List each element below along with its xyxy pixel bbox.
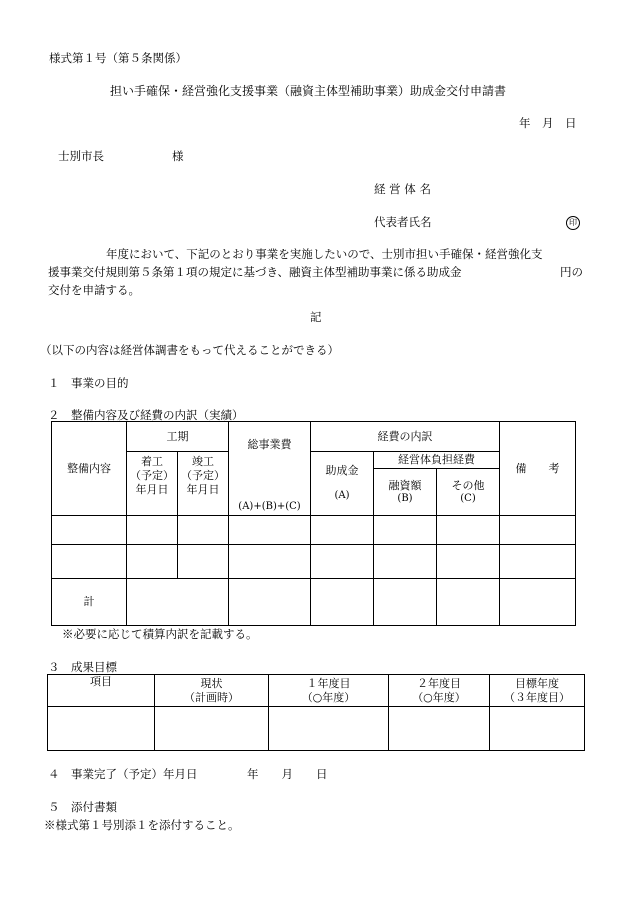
expense-table [51, 421, 576, 626]
header-end-3: 年月日 [186, 482, 220, 496]
representative-label: 代表者氏名 [374, 215, 432, 229]
goal-header-target-1: 目標年度 [515, 676, 559, 690]
body-line-3: 交付を申請する。 [48, 283, 140, 297]
body-line-2 [48, 263, 588, 281]
header-start-3: 年月日 [135, 482, 169, 496]
header-end-1: 竣工 [192, 455, 214, 468]
header-period: 工期 [127, 422, 229, 452]
attachment-note: ※様式第１号別添１を添付すること。 [44, 818, 240, 832]
goal-table [47, 674, 585, 751]
header-start [127, 452, 178, 516]
header-subsidy-label: 助成金 [325, 464, 359, 478]
application-body [48, 245, 588, 299]
addressee-honorific: 様 [172, 149, 184, 163]
goal-header-item: 項目 [48, 675, 155, 707]
section-2-heading: ２ 整備内容及び経費の内訳（実績） [48, 408, 244, 422]
section-3-heading: ３ 成果目標 [48, 660, 117, 674]
body-line-2-end: 円の [560, 265, 583, 279]
seal-icon: 印 [566, 216, 580, 230]
header-loan-label: 融資額 [388, 478, 422, 492]
header-other-label: その他 [451, 478, 485, 492]
header-other-code: (C) [460, 492, 476, 504]
header-subsidy-code: (A) [334, 490, 350, 502]
form-number: 様式第１号（第５条関係） [49, 51, 187, 65]
goal-header-year1-1: １年度目 [306, 676, 351, 690]
goal-header-year1-2: （○年度） [301, 690, 356, 704]
table-total-row [52, 579, 576, 626]
document-title: 担い手確保・経営強化支援事業（融資主体型補助事業）助成金交付申請書 [110, 84, 507, 98]
section-1-heading: １ 事業の目的 [48, 376, 129, 390]
goal-header-current-1: 現状 [200, 676, 223, 690]
goal-header-year2 [389, 675, 490, 707]
table1-note: ※必要に応じて積算内訳を記載する。 [62, 627, 258, 641]
header-start-1: 着工 [141, 455, 163, 468]
header-end [178, 452, 229, 516]
goal-header-current-2: （計画時） [184, 690, 239, 704]
header-loan [374, 469, 437, 516]
header-start-2: （予定） [130, 468, 174, 482]
header-breakdown: 経費の内訳 [311, 422, 500, 452]
section-5-heading: ５ 添付書類 [48, 800, 117, 814]
goal-header-year2-2: （○年度） [412, 690, 466, 704]
goal-header-target-2: （３年度目） [504, 690, 570, 704]
substitute-note: （以下の内容は経営体調書をもって代えることができる） [40, 343, 339, 357]
goal-header-year2-1: ２年度目 [417, 676, 461, 690]
goal-header-target [490, 675, 585, 707]
table-row [52, 545, 576, 579]
header-loan-code: (B) [397, 492, 413, 504]
header-subsidy [311, 452, 374, 516]
addressee: 士別市長 [58, 149, 104, 163]
header-other [437, 469, 500, 516]
header-burden: 経営体負担経費 [374, 452, 500, 469]
section-4-heading: ４ 事業完了（予定）年月日 [48, 767, 198, 781]
header-total: 総事業費 [229, 422, 311, 469]
header-total-formula: (A)+(B)+(C) [229, 469, 311, 516]
completion-date: 年 月 日 [247, 767, 328, 781]
goal-header-year1 [269, 675, 389, 707]
seal-mark [566, 214, 580, 230]
table-row [52, 516, 576, 545]
ki-heading: 記 [310, 310, 322, 324]
total-label: 計 [52, 579, 127, 626]
body-line-2-text: 援事業交付規則第５条第１項の規定に基づき、融資主体型補助事業に係る助成金 [48, 265, 462, 279]
goal-header-current [155, 675, 269, 707]
header-item: 整備内容 [52, 422, 127, 516]
entity-name-label: 経 営 体 名 [374, 182, 431, 196]
header-remarks: 備 考 [500, 422, 576, 516]
header-end-2: （予定） [181, 468, 225, 482]
body-line-1: 年度において、下記のとおり事業を実施したいので、士別市担い手確保・経営強化支 [106, 247, 543, 261]
date-line: 年 月 日 [519, 116, 577, 130]
table-row [48, 707, 585, 751]
